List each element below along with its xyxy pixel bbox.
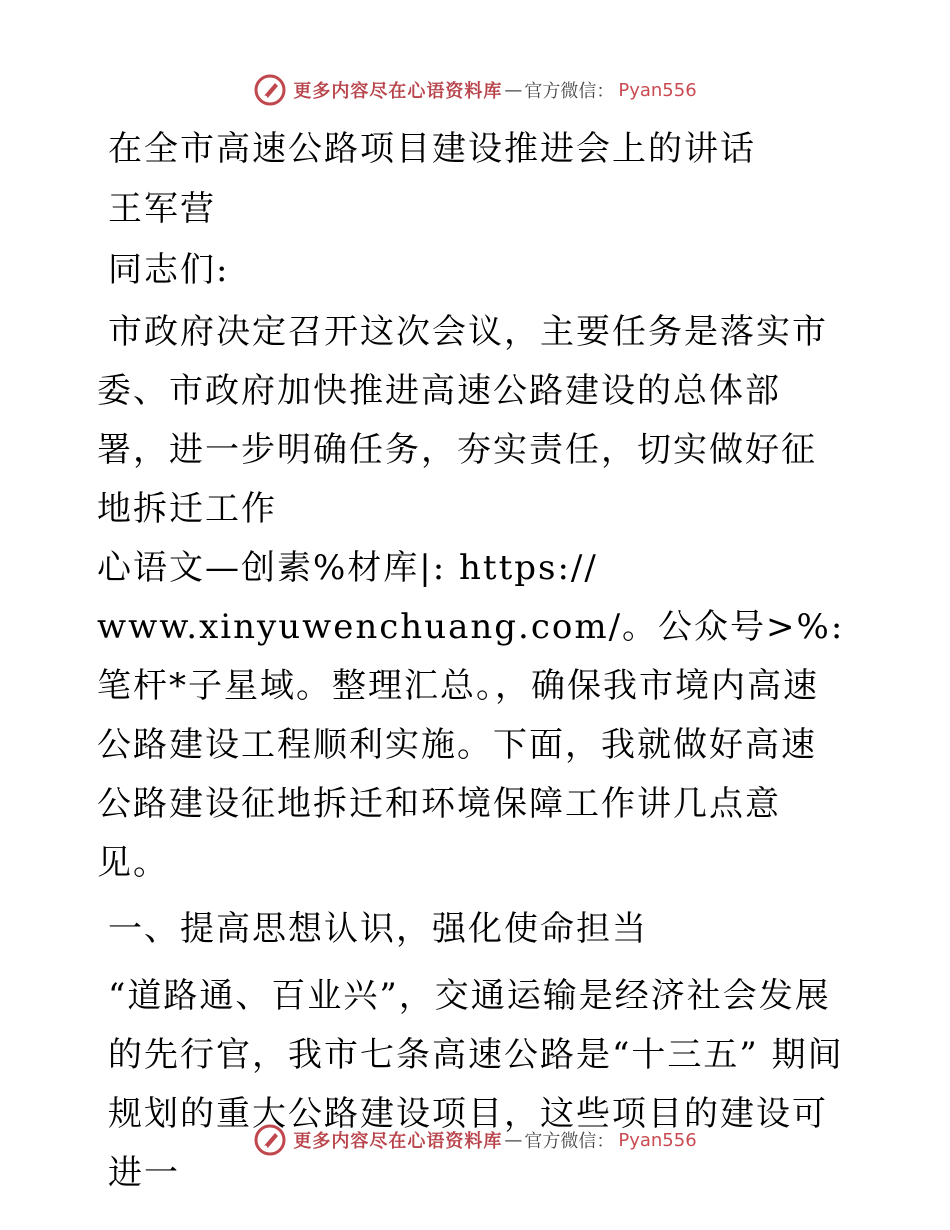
banner-wechat-id: Pyan556 <box>618 79 697 101</box>
footer-watermark-banner <box>0 1120 950 1160</box>
banner-wechat-id: Pyan556 <box>618 1129 697 1151</box>
pen-nib-logo-icon <box>253 1123 287 1157</box>
document-body <box>97 120 852 1203</box>
document-salutation: 同志们: <box>108 250 230 290</box>
banner-main-text: 更多内容尽在心语资料库 <box>293 81 503 102</box>
paragraph-1-first-line: 市政府决定召开这次会议，主要任务是落实市 <box>108 312 828 352</box>
paragraph-1-inserted-line: 心语文—创素%材库|: https:// <box>97 548 598 588</box>
paragraph-1-text: 委、市政府加快推进高速公路建设的总体部署，进一步明确任务，夯实责任，切实做好征地拆迁工作 <box>97 371 817 529</box>
document-author: 王军营 <box>108 189 216 229</box>
section-1-heading: 一、提高思想认识，强化使命担当 <box>108 909 648 949</box>
banner-separator: — <box>504 79 523 101</box>
banner-wechat-label: 官方微信： <box>524 81 615 102</box>
pen-nib-logo-icon <box>253 73 287 107</box>
paragraph-1 <box>97 303 852 893</box>
header-watermark-banner <box>0 70 950 110</box>
document-title: 在全市高速公路项目建设推进会上的讲话 <box>108 129 756 169</box>
banner-main-text: 更多内容尽在心语资料库 <box>293 1131 503 1152</box>
paragraph-2: “道路通、百业兴”，交通运输是经济社会发展的先行官，我市七条高速公路是“十三五” 期间规划的重大公路建设项目，这些项目的建设可进一 <box>108 976 844 1193</box>
banner-wechat-label: 官方微信： <box>524 1131 615 1152</box>
paragraph-1-continued: www.xinyuwenchuang.com/。公众号>%: 笔杆*子星域。整理汇总。，确保我市境内高速公路建设工程顺利实施。下面，我就做好高速公路建设征地拆迁和环境保障工作讲几点意见。 <box>97 607 845 883</box>
banner-separator: — <box>504 1129 523 1151</box>
